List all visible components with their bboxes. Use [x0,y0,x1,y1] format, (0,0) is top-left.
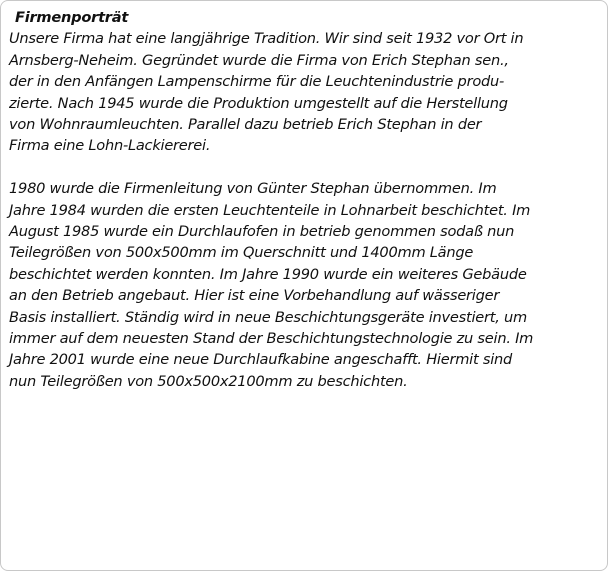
article-paragraph-history: Unsere Firma hat eine langjährige Tradition. Wir sind seit 1932 vor Ort in Arnsberg-Neheim. Gegründet wurde die Firma von Erich Stephan sen., der in den Anfängen Lampenschirme für die Leuchtenindustrie produ- zierte. Nach 1945 wurde die Produktion umgestellt auf die Herstellung von Wohnraumleuchten. Parallel dazu betrieb Erich Stephan in der Firma eine Lohn-Lackiererei. [9,30,524,155]
paragraph-spacer [9,157,605,178]
article-paragraph-development: 1980 wurde die Firmenleitung von Günter Stephan übernommen. Im Jahre 1984 wurden die ersten Leuchtenteile in Lohnarbeit beschichtet. Im August 1985 wurde ein Durchlaufofen in betrieb genommen sodaß nun Teilegrößen von 500x500mm im Querschnitt und 1400mm Länge beschichtet werden konnten. Im Jahre 1990 wurde ein weiteres Gebäude an den Betrieb angebaut. Hier ist eine Vorbehandlung auf wässeriger Basis installiert. Ständig wird in neue Beschichtungsgeräte investiert, um immer auf dem neuesten Stand der Beschichtungstechnologie zu sein. Im Jahre 2001 wurde eine neue Durchlaufkabine angeschafft. Hiermit sind nun Teilegrößen von 500x500x2100mm zu beschichten. [9,180,534,390]
article-title: Firmenporträt [15,9,129,26]
article [9,7,605,392]
